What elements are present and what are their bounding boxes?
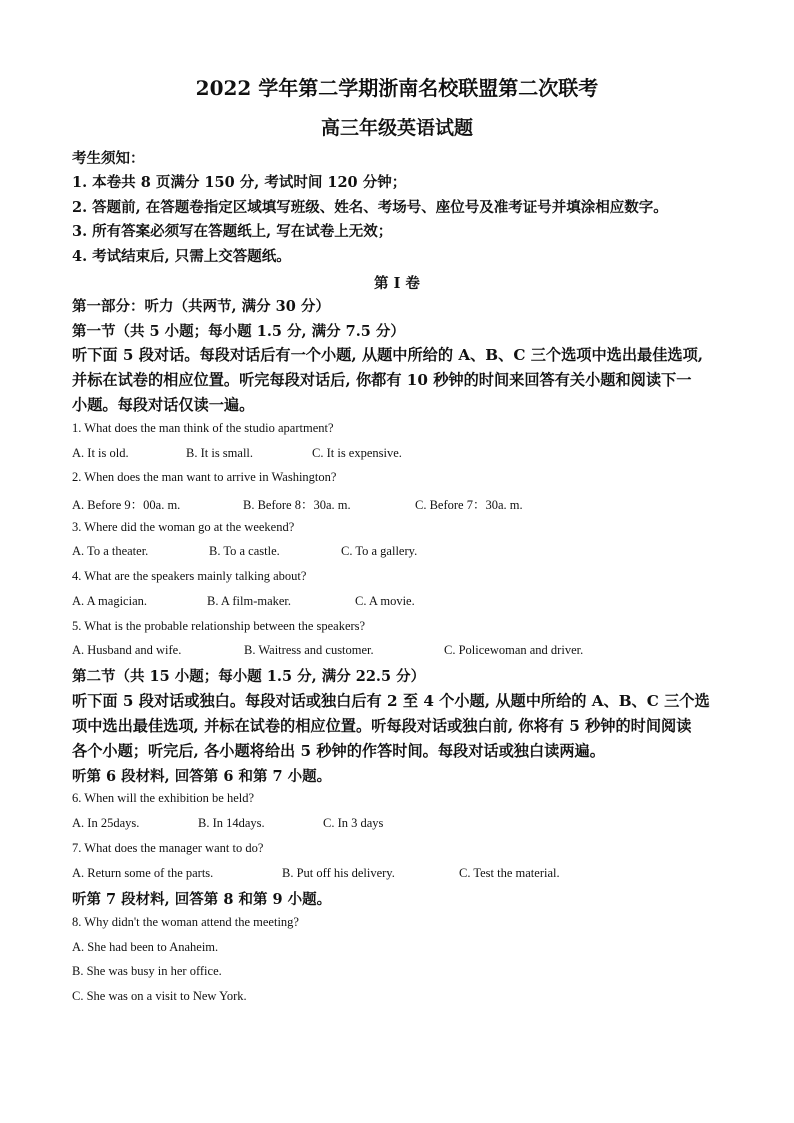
question-text: 8. Why didn't the woman attend the meeting?: [72, 915, 299, 929]
option-b: B. In 14days.: [198, 816, 265, 830]
option-a: A. Return some of the parts.: [72, 866, 214, 880]
question-text: 1. What does the man think of the studio apartment?: [72, 421, 334, 435]
option-a: A. In 25days.: [72, 816, 140, 830]
option-b: B. It is small.: [186, 446, 254, 460]
option-c: C. In 3 days: [323, 816, 384, 830]
option-b: B. She was busy in her office.: [72, 964, 222, 978]
section2-instruction: 项中选出最佳选项, 并标在试卷的相应位置。听每段对话或独白前, 你将有 5 秒钟的时间阅读: [72, 717, 692, 735]
exam-subtitle: 高三年级英语试题: [320, 117, 473, 139]
option-a: A. Husband and wife.: [72, 643, 182, 657]
option-a: A. She had been to Anaheim.: [72, 940, 219, 954]
section2-instruction: 各个小题；听完后, 各小题将给出 5 秒钟的作答时间。每段对话或独白读两遍。: [72, 742, 605, 760]
option-a: A. It is old.: [72, 446, 129, 460]
material-heading: 听第 7 段材料, 回答第 8 和第 9 小题。: [72, 891, 332, 908]
option-b: B. To a castle.: [209, 544, 280, 558]
notice-item: 2. 答题前, 在答题卷指定区域填写班级、姓名、考场号、座位号及准考证号并填涂相应数字。: [72, 199, 668, 216]
section1-instruction: 并标在试卷的相应位置。听完每段对话后, 你都有 10 秒钟的时间来回答有关小题和阅读下一: [72, 371, 692, 389]
option-a: A. Before 9：00a. m.: [72, 498, 181, 512]
notice-heading: 考生须知：: [72, 150, 145, 167]
option-c: C. To a gallery.: [341, 544, 418, 558]
option-c: C. Test the material.: [459, 866, 560, 880]
part1-heading: 第一部分：听力（共两节, 满分 30 分）: [72, 298, 330, 315]
question-text: 6. When will the exhibition be held?: [72, 791, 255, 805]
question-text: 4. What are the speakers mainly talking about?: [72, 569, 307, 583]
notice-item: 4. 考试结束后, 只需上交答题纸。: [72, 248, 291, 265]
option-c: C. Policewoman and driver.: [444, 643, 584, 657]
section1-heading: 第一节（共 5 小题；每小题 1.5 分, 满分 7.5 分）: [72, 323, 405, 340]
option-c: C. It is expensive.: [312, 446, 402, 460]
section1-instruction: 小题。每段对话仅读一遍。: [72, 396, 255, 414]
option-c: C. A movie.: [355, 594, 415, 608]
material-heading: 听第 6 段材料, 回答第 6 和第 7 小题。: [72, 768, 332, 785]
option-a: A. To a theater.: [72, 544, 149, 558]
option-b: B. A film-maker.: [207, 594, 292, 608]
option-b: B. Put off his delivery.: [282, 866, 395, 880]
question-text: 5. What is the probable relationship between the speakers?: [72, 619, 366, 633]
option-a: A. A magician.: [72, 594, 147, 608]
option-c: C. She was on a visit to New York.: [72, 989, 247, 1003]
exam-title: 2022 学年第二学期浙南名校联盟第二次联考: [195, 76, 599, 100]
section2-instruction: 听下面 5 段对话或独白。每段对话或独白后有 2 至 4 个小题, 从题中所给的 A、B、C 三个选: [72, 692, 710, 710]
option-b: B. Waitress and customer.: [244, 643, 374, 657]
notice-item: 3. 所有答案必须写在答题纸上, 写在试卷上无效；: [72, 223, 393, 240]
option-c: C. Before 7：30a. m.: [415, 498, 523, 512]
volume-label: 第 I 卷: [374, 275, 420, 292]
section2-heading: 第二节（共 15 小题；每小题 1.5 分, 满分 22.5 分）: [72, 668, 426, 685]
question-text: 2. When does the man want to arrive in Washington?: [72, 470, 337, 484]
option-b: B. Before 8：30a. m.: [243, 498, 351, 512]
notice-item: 1. 本卷共 8 页满分 150 分, 考试时间 120 分钟；: [72, 174, 407, 191]
section1-instruction: 听下面 5 段对话。每段对话后有一个小题, 从题中所给的 A、B、C 三个选项中选出最佳选项,: [72, 346, 704, 364]
question-text: 7. What does the manager want to do?: [72, 841, 264, 855]
question-text: 3. Where did the woman go at the weekend?: [72, 520, 295, 534]
